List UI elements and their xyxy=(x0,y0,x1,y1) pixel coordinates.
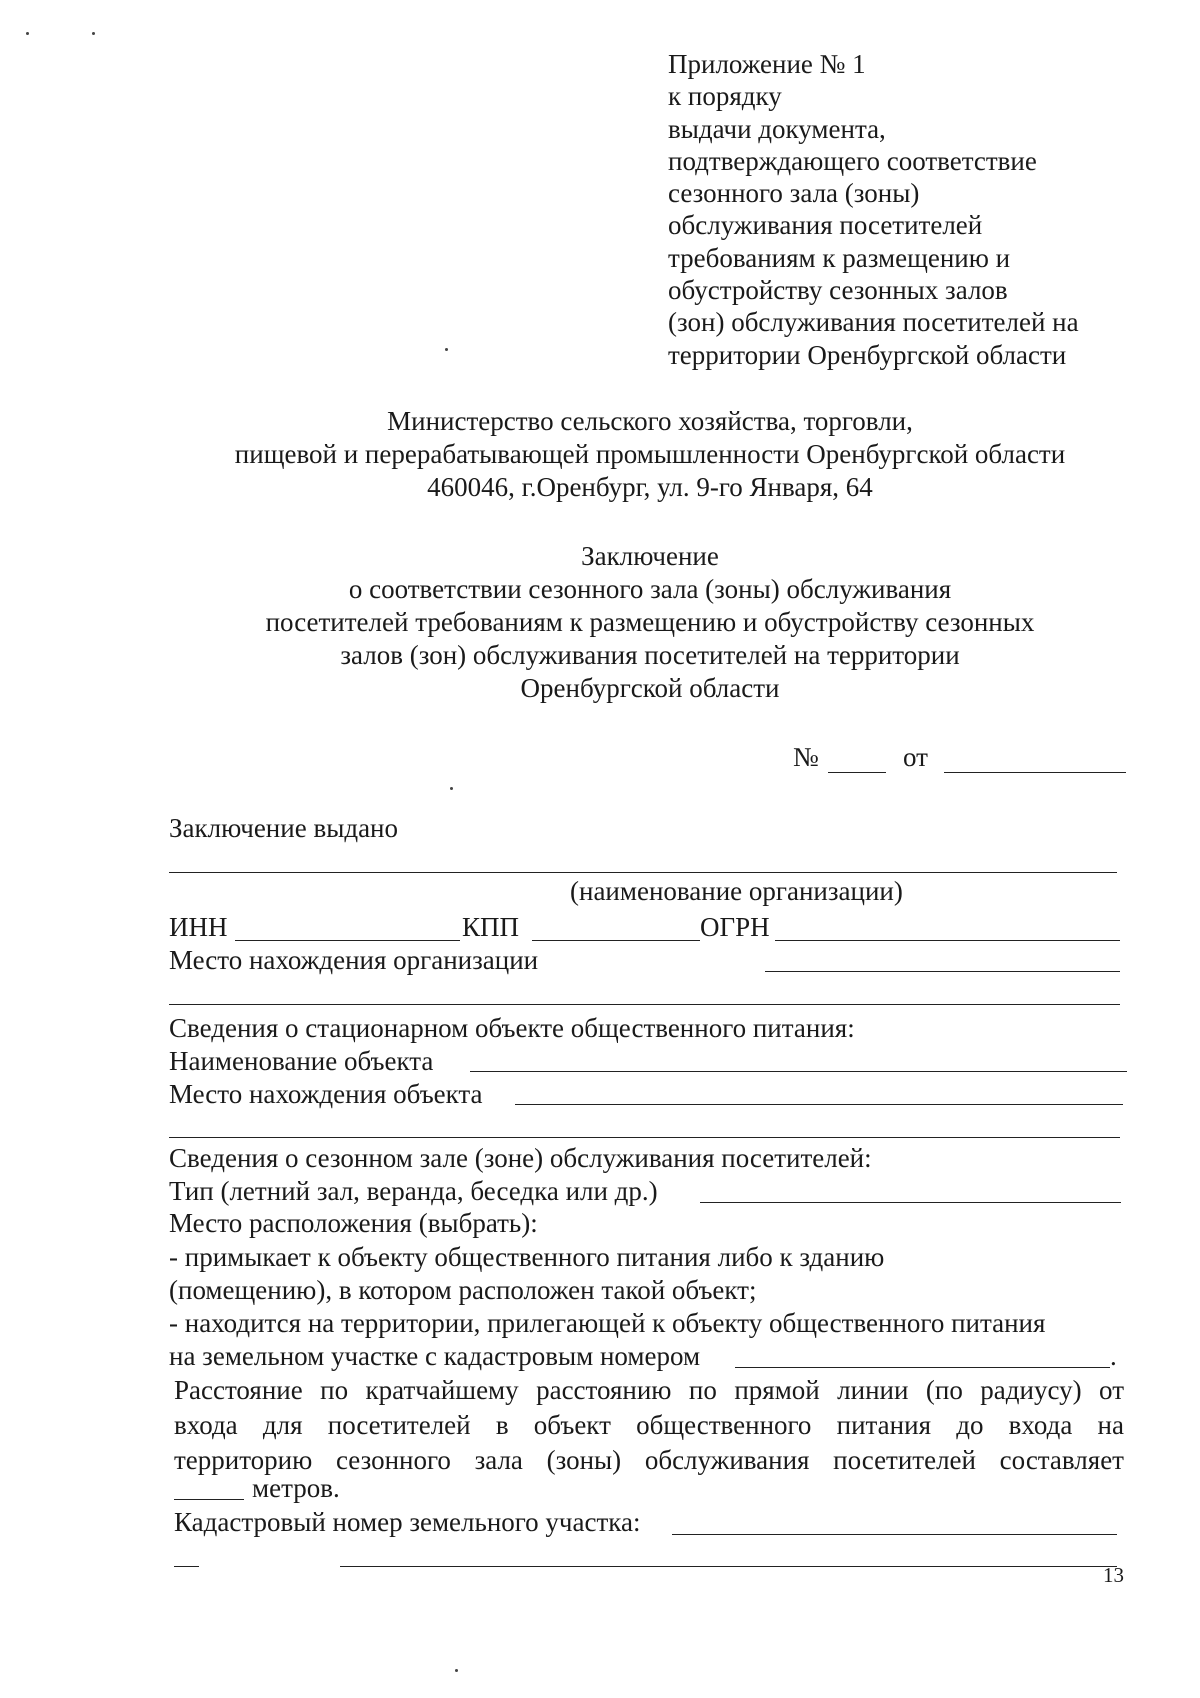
cadastral-number-label: Кадастровый номер земельного участка: xyxy=(174,1507,641,1537)
appendix-line: выдачи документа, xyxy=(668,113,886,144)
conclusion-title xyxy=(0,540,1200,705)
appendix-line: Приложение № 1 xyxy=(668,49,866,79)
scan-speck xyxy=(26,32,29,35)
issued-to-label: Заключение выдано xyxy=(169,813,398,843)
object-location-field[interactable] xyxy=(515,1104,1123,1105)
object-name-field[interactable] xyxy=(470,1071,1127,1072)
ministry-line: пищевой и перерабатывающей промышленности Оренбургской области xyxy=(234,439,1066,469)
placement-option-2: - находится на территории, прилегающей к объекту общественного питания xyxy=(169,1308,1046,1338)
org-location-field-2[interactable] xyxy=(169,1004,1120,1005)
appendix-line: территории Оренбургской области xyxy=(668,339,1067,370)
page-number: 13 xyxy=(1103,1563,1124,1587)
appendix-line: (зон) обслуживания посетителей на xyxy=(668,307,1079,338)
number-label: № xyxy=(793,742,819,772)
org-location-field[interactable] xyxy=(765,971,1120,972)
placement-label: Место расположения (выбрать): xyxy=(169,1208,538,1238)
scan-speck xyxy=(92,32,95,35)
appendix-line: подтверждающего соответствие xyxy=(668,145,1037,176)
conclusion-subtitle-line: посетителей требованиям к размещению и обустройству сезонных xyxy=(265,607,1035,637)
appendix-line: обустройству сезонных залов xyxy=(668,275,1008,306)
inn-label: ИНН xyxy=(169,912,228,942)
cadastral-extra-field-b[interactable] xyxy=(340,1566,1117,1567)
object-name-label: Наименование объекта xyxy=(169,1046,434,1076)
scan-speck xyxy=(445,348,448,351)
kpp-label: КПП xyxy=(462,912,520,942)
date-label: от xyxy=(903,742,928,772)
stationary-object-heading: Сведения о стационарном объекте общественного питания: xyxy=(169,1013,855,1043)
ministry-line: Министерство сельского хозяйства, торговли, xyxy=(387,406,913,436)
ministry-address: 460046, г.Оренбург, ул. 9-го Января, 64 xyxy=(427,472,873,502)
placement-option-1: - примыкает к объекту общественного питания либо к зданию xyxy=(169,1242,885,1272)
appendix-header xyxy=(668,48,1079,371)
kpp-field[interactable] xyxy=(532,940,700,941)
distance-line: Расстояние по кратчайшему расстоянию по прямой линии (по радиусу) от xyxy=(174,1375,1124,1405)
scan-speck xyxy=(455,1669,458,1672)
period: . xyxy=(1110,1341,1117,1371)
placement-option-1-cont: (помещению), в котором расположен такой объект; xyxy=(169,1275,757,1305)
hall-type-label: Тип (летний зал, веранда, беседка или др.) xyxy=(169,1176,658,1206)
meters-label: метров. xyxy=(252,1473,340,1503)
conclusion-subtitle-line: Оренбургской области xyxy=(520,673,780,703)
scan-speck xyxy=(450,787,453,790)
number-field[interactable] xyxy=(828,772,886,773)
object-location-label: Место нахождения объекта xyxy=(169,1079,483,1109)
org-location-label: Место нахождения организации xyxy=(169,945,539,975)
distance-paragraph xyxy=(174,1373,1124,1478)
cadastral-inline-field[interactable] xyxy=(735,1367,1110,1368)
cadastral-number-field[interactable] xyxy=(672,1534,1117,1535)
distance-line: входа для посетителей в объект общественного питания до входа на xyxy=(174,1410,1124,1440)
cadastral-extra-field-a[interactable] xyxy=(174,1566,199,1567)
appendix-line: сезонного зала (зоны) xyxy=(668,178,920,209)
cadastral-inline-label: на земельном участке с кадастровым номером xyxy=(169,1341,701,1371)
conclusion-subtitle-line: залов (зон) обслуживания посетителей на территории xyxy=(340,640,960,670)
inn-field[interactable] xyxy=(235,940,460,941)
conclusion-subtitle-line: о соответствии сезонного зала (зоны) обслуживания xyxy=(348,574,952,604)
organization-name-field[interactable] xyxy=(169,872,1117,873)
organization-name-hint: (наименование организации) xyxy=(570,876,903,906)
distance-line: территорию сезонного зала (зоны) обслуживания посетителей составляет xyxy=(174,1445,1124,1475)
ogrn-label: ОГРН xyxy=(700,912,770,942)
conclusion-heading: Заключение xyxy=(581,541,719,571)
ogrn-field[interactable] xyxy=(775,940,1120,941)
appendix-line: требованиям к размещению и xyxy=(668,242,1011,273)
hall-type-field[interactable] xyxy=(700,1202,1121,1203)
object-location-field-2[interactable] xyxy=(169,1137,1120,1138)
date-field[interactable] xyxy=(944,772,1126,773)
distance-meters-field[interactable] xyxy=(174,1499,244,1500)
ministry-header xyxy=(0,405,1200,504)
seasonal-hall-heading: Сведения о сезонном зале (зоне) обслуживания посетителей: xyxy=(169,1143,872,1173)
appendix-line: к порядку xyxy=(668,81,782,112)
appendix-line: обслуживания посетителей xyxy=(668,210,983,241)
